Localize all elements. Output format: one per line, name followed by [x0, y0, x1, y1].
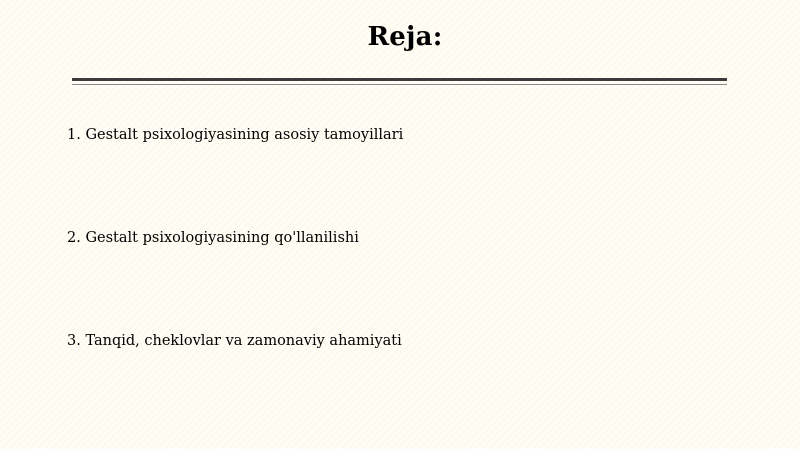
- title-divider-thick: [72, 78, 727, 81]
- title-divider-thin: [72, 84, 727, 85]
- plan-item-2: 2. Gestalt psixologiyasining qo'llanilishi: [67, 230, 359, 246]
- plan-item-1: 1. Gestalt psixologiyasining asosiy tamoyillari: [67, 127, 404, 143]
- slide-title: Reja:: [367, 22, 443, 52]
- plan-item-3: 3. Tanqid, cheklovlar va zamonaviy ahamiyati: [67, 333, 402, 349]
